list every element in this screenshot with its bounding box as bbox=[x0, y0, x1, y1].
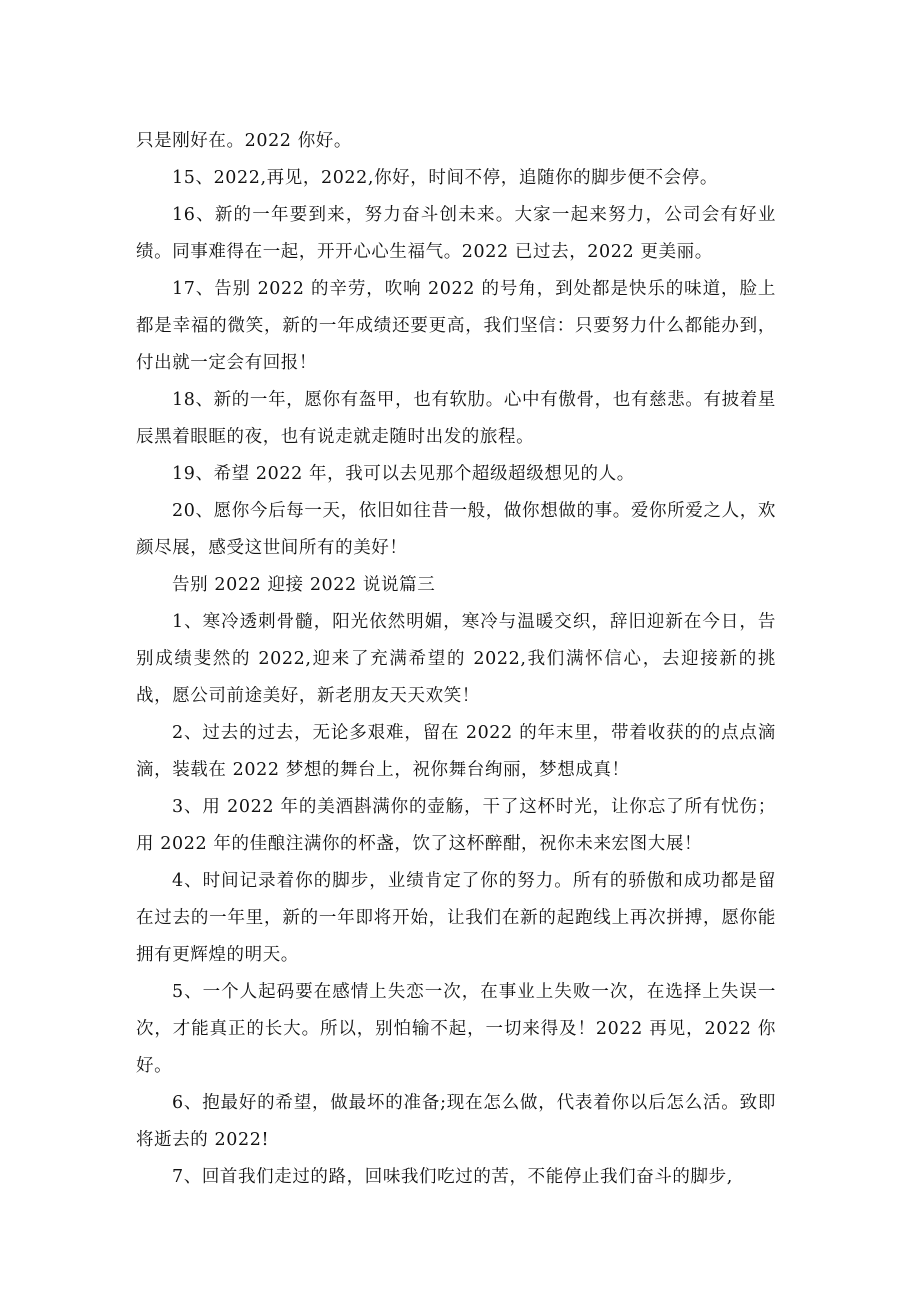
document-body bbox=[136, 123, 776, 1196]
paragraph-item-7: 7、回首我们走过的路，回味我们吃过的苦，不能停止我们奋斗的脚步, bbox=[172, 1167, 733, 1187]
paragraph-item-3: 3、用 2022 年的美酒斟满你的壶觞，干了这杯时光，让你忘了所有忧伤；用 2022 年的佳酿注满你的杯盏，饮了这杯醉酣，祝你未来宏图大展！ bbox=[136, 797, 776, 854]
paragraph-item-6: 6、抱最好的希望，做最坏的准备;现在怎么做，代表着你以后怎么活。致即将逝去的 2022! bbox=[136, 1093, 776, 1150]
paragraph-item-2: 2、过去的过去，无论多艰难，留在 2022 的年末里，带着收获的的点点滴滴，装载在 2022 梦想的舞台上，祝你舞台绚丽，梦想成真！ bbox=[136, 723, 776, 780]
paragraph-item-18: 18、新的一年，愿你有盔甲，也有软肋。心中有傲骨，也有慈悲。有披着星辰黑着眼眶的夜，也有说走就走随时出发的旅程。 bbox=[136, 390, 776, 447]
paragraph-item-4: 4、时间记录着你的脚步，业绩肯定了你的努力。所有的骄傲和成功都是留在过去的一年里，新的一年即将开始，让我们在新的起跑线上再次拼搏，愿你能拥有更辉煌的明天。 bbox=[136, 871, 776, 965]
section-heading: 告别 2022 迎接 2022 说说篇三 bbox=[172, 575, 436, 595]
paragraph-item-20: 20、愿你今后每一天，依旧如往昔一般，做你想做的事。爱你所爱之人，欢颜尽展，感受这世间所有的美好！ bbox=[136, 501, 776, 558]
paragraph-item-19: 19、希望 2022 年，我可以去见那个超级超级想见的人。 bbox=[172, 464, 635, 484]
paragraph-item-1: 1、寒冷透刺骨髓，阳光依然明媚，寒冷与温暖交织，辞旧迎新在今日，告别成绩斐然的 2022,迎来了充满希望的 2022,我们满怀信心，去迎接新的挑战，愿公司前途美好，新老朋友天天欢笑！ bbox=[136, 612, 776, 706]
paragraph-item-5: 5、一个人起码要在感情上失恋一次，在事业上失败一次，在选择上失误一次，才能真正的长大。所以，别怕输不起，一切来得及！2022 再见，2022 你好。 bbox=[136, 982, 776, 1076]
paragraph-item-16: 16、新的一年要到来，努力奋斗创未来。大家一起来努力，公司会有好业绩。同事难得在一起，开开心心生福气。2022 已过去，2022 更美丽。 bbox=[136, 205, 776, 262]
paragraph-item-17: 17、告别 2022 的辛劳，吹响 2022 的号角，到处都是快乐的味道，脸上都是幸福的微笑，新的一年成绩还要更高，我们坚信：只要努力什么都能办到，付出就一定会有回报！ bbox=[136, 279, 776, 373]
paragraph-continuation: 只是刚好在。2022 你好。 bbox=[136, 131, 352, 151]
paragraph-item-15: 15、2022,再见，2022,你好，时间不停，追随你的脚步便不会停。 bbox=[172, 168, 718, 188]
